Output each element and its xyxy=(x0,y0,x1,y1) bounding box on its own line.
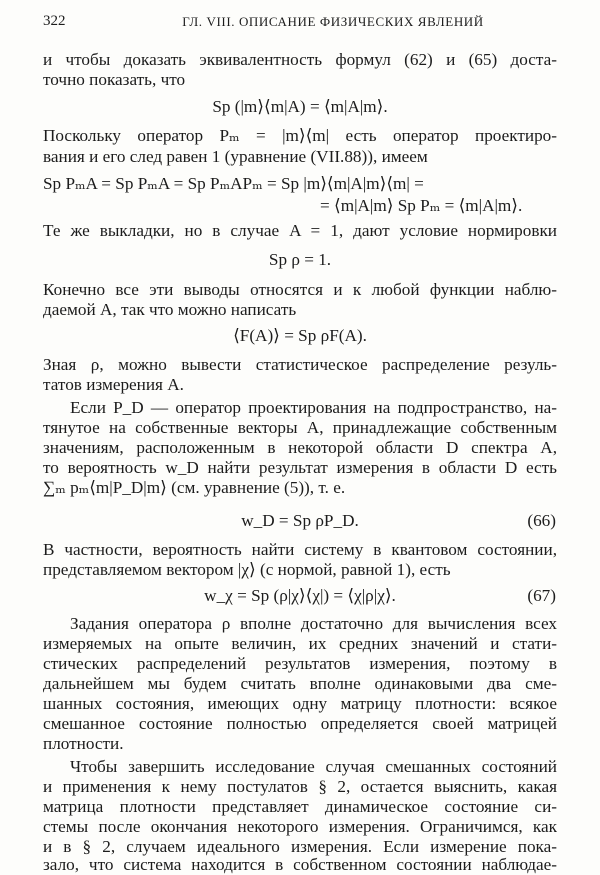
text-line: Конечно все эти выводы относятся и к любой функции наблю- xyxy=(43,280,557,299)
text-line: зало, что система находится в собственном состоянии наблюдае- xyxy=(43,855,557,874)
text-line: Те же выкладки, но в случае A = 1, дают условие нормировки xyxy=(43,221,557,240)
page-number: 322 xyxy=(43,13,66,29)
equation-number: (66) xyxy=(527,511,556,530)
text-line: Чтобы завершить исследование случая смешанных состояний xyxy=(70,757,557,776)
running-title: ГЛ. VIII. ОПИСАНИЕ ФИЗИЧЕСКИХ ЯВЛЕНИЙ xyxy=(182,14,484,29)
text-line: смешанное состояние полностью определяется своей матрицей xyxy=(43,714,557,733)
text-line: шанных состояния, имеющих одну матрицу плотности: всякое xyxy=(43,694,557,713)
text-line: стемы после окончания некоторого измерения. Ограничимся, как xyxy=(43,817,557,836)
equation-number: (67) xyxy=(527,586,556,605)
equation: w_D = Sp ρP_D. xyxy=(241,511,359,530)
text-line: плотности. xyxy=(43,734,124,753)
text-line: значениям, расположенным в некоторой области D спектра A, xyxy=(43,438,557,457)
text-line: даемой A, так что можно написать xyxy=(43,300,297,319)
text-line: Зная ρ, можно вывести статистическое распределение резуль- xyxy=(43,355,557,374)
equation: Sp (|m⟩⟨m|A) = ⟨m|A|m⟩. xyxy=(212,97,388,116)
text-line: тянутое на собственные векторы A, принадлежащие собственным xyxy=(43,418,557,437)
text-line: и в § 2, случаем идеального измерения. Если измерение пока- xyxy=(43,837,557,856)
text-line: татов измерения A. xyxy=(43,375,184,394)
text-line: измеряемых на опыте величин, их средних значений и стати- xyxy=(43,634,557,653)
equation-line-1: Sp PₘA = Sp PₘA = Sp PₘAPₘ = Sp |m⟩⟨m|A|m⟩⟨m| = xyxy=(43,174,424,193)
equation-line-2: = ⟨m|A|m⟩ Sp Pₘ = ⟨m|A|m⟩. xyxy=(320,196,523,215)
text-line: то вероятность w_D найти результат измерения в области D есть xyxy=(43,458,557,477)
text-line: стических распределений результатов измерения, поэтому в xyxy=(43,654,557,673)
text-line: точно показать, что xyxy=(43,70,186,89)
text-line: ∑ₘ pₘ⟨m|P_D|m⟩ (см. уравнение (5)), т. е. xyxy=(43,478,346,497)
equation: ⟨F(A)⟩ = Sp ρF(A). xyxy=(233,326,367,345)
text-line: представляемом вектором |χ⟩ (с нормой, равной 1), есть xyxy=(43,560,451,579)
text-line: В частности, вероятность найти систему в квантовом состоянии, xyxy=(43,540,557,559)
equation: Sp ρ = 1. xyxy=(268,250,332,269)
text-line: вания и его след равен 1 (уравнение (VII.88)), имеем xyxy=(43,147,428,166)
text-line: и чтобы доказать эквивалентность формул (62) и (65) доста- xyxy=(43,50,557,69)
text-line: Если P_D — оператор проектирования на подпространство, на- xyxy=(70,398,557,417)
equation: w_χ = Sp (ρ|χ⟩⟨χ|) = ⟨χ|ρ|χ⟩. xyxy=(204,586,396,605)
text-line: и применения к нему постулатов § 2, остается выяснить, какая xyxy=(43,777,557,796)
text-line: дальнейшем мы будем считать вполне одинаковыми два сме- xyxy=(43,674,557,693)
text-line: Задания оператора ρ вполне достаточно для вычисления всех xyxy=(70,614,557,633)
text-line: матрица плотности представляет динамическое состояние си- xyxy=(43,797,557,816)
text-line: Поскольку оператор Pₘ = |m⟩⟨m| есть оператор проектиро- xyxy=(43,126,557,145)
